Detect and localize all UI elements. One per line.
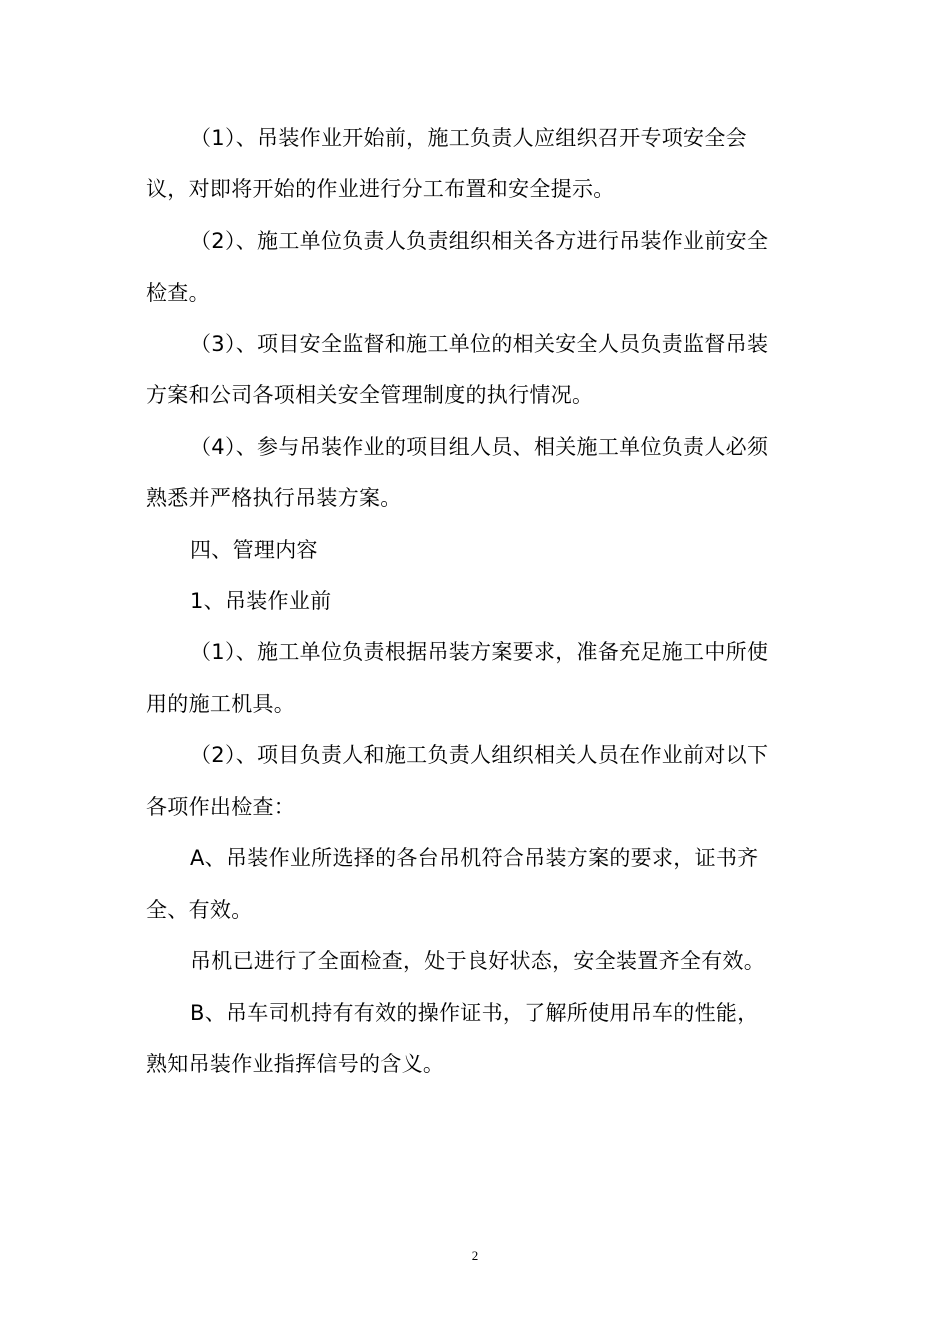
paragraph-line: （1）、施工单位负责根据吊装方案要求，准备充足施工中所使 [190,640,769,664]
paragraph-line: 议，对即将开始的作业进行分工布置和安全提示。 [146,177,615,201]
paragraph-line: 吊机已进行了全面检查，处于良好状态，安全装置齐全有效。 [190,949,766,973]
paragraph-line: 熟知吊装作业指挥信号的含义。 [146,1052,445,1076]
paragraph-line: （4）、参与吊装作业的项目组人员、相关施工单位负责人必须 [190,435,769,459]
paragraph-line: （2）、项目负责人和施工负责人组织相关人员在作业前对以下 [190,743,769,767]
subsection-heading: 1、吊装作业前 [190,589,332,613]
paragraph-line: （1）、吊装作业开始前，施工负责人应组织召开专项安全会 [190,126,747,150]
paragraph-line: （3）、项目安全监督和施工单位的相关安全人员负责监督吊装 [190,332,769,356]
paragraph-line: 各项作出检查： [146,795,296,819]
paragraph-line: （2）、施工单位负责人负责组织相关各方进行吊装作业前安全 [190,229,769,253]
paragraph-line: 检查。 [146,281,210,305]
paragraph-line: B、吊车司机持有有效的操作证书，了解所使用吊车的性能， [190,1001,759,1025]
paragraph-line: 方案和公司各项相关安全管理制度的执行情况。 [146,383,594,407]
page-number: 2 [471,1248,479,1263]
paragraph-line: A、吊装作业所选择的各台吊机符合吊装方案的要求，证书齐 [190,846,759,870]
paragraph-line: 用的施工机具。 [146,692,296,716]
paragraph-line: 全、有效。 [146,898,253,922]
paragraph-line: 熟悉并严格执行吊装方案。 [146,486,402,510]
section-heading: 四、管理内容 [190,538,318,562]
